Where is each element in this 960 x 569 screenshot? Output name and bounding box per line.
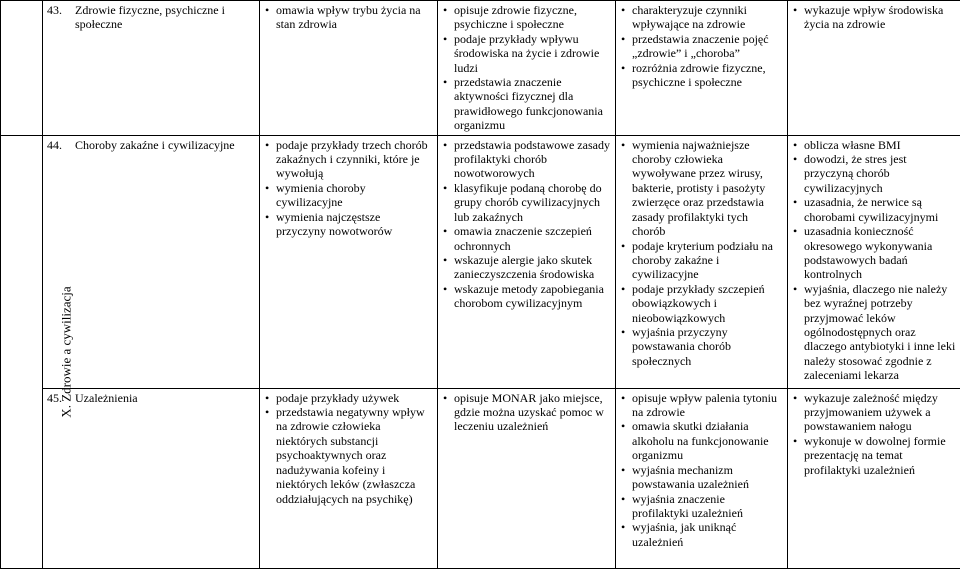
requirement-item: • wymienia najważniejsze choroby człowieka wywoływane przez wirusy, bakterie, protisty i pasożyty zwierzęce oraz przedstawia zasady profilaktyki tych chorób: [620, 138, 783, 239]
requirements-cell: [260, 135, 438, 388]
section-label: X. Zdrowie a cywilizacja: [59, 286, 75, 417]
requirement-item: • oblicza własne BMI: [792, 138, 956, 152]
requirement-list: [620, 138, 783, 369]
requirement-list: [442, 138, 611, 311]
requirement-item: • podaje przykłady trzech chorób zakaźnych i czynniki, które je wywołują: [264, 138, 433, 181]
requirement-item: • opisuje zdrowie fizyczne, psychiczne i społeczne: [442, 3, 611, 32]
section-cell: [1, 135, 43, 568]
requirement-item: • wymienia najczęstsze przyczyny nowotworów: [264, 210, 433, 239]
requirements-cell: [788, 1, 960, 136]
topic-title: Zdrowie fizyczne, psychiczne i społeczne: [75, 3, 255, 32]
section-cell: [1, 1, 43, 136]
topic-number: 45.: [47, 391, 75, 405]
requirement-list: [264, 391, 433, 506]
requirement-item: • wymienia choroby cywilizacyjne: [264, 181, 433, 210]
requirement-list: [442, 391, 611, 434]
table-row: [1, 135, 960, 388]
requirement-item: • wyjaśnia, dlaczego nie należy bez wyraźnej potrzeby przyjmować leków ogólnodostępnych oraz dlaczego antybiotyki i inne leki należy stosować zgodnie z zaleceniami lekarza: [792, 282, 956, 383]
requirement-item: • wykonuje w dowolnej formie prezentację na temat profilaktyki uzależnień: [792, 434, 956, 477]
requirement-item: • wyjaśnia, jak uniknąć uzależnień: [620, 520, 783, 549]
requirement-item: • wskazuje metody zapobiegania chorobom cywilizacyjnym: [442, 282, 611, 311]
requirement-item: • dowodzi, że stres jest przyczyną chorób cywilizacyjnych: [792, 152, 956, 195]
requirement-item: • klasyfikuje podaną chorobę do grupy chorób cywilizacyjnych lub zakaźnych: [442, 181, 611, 224]
requirement-list: [264, 3, 433, 32]
requirement-item: • przedstawia podstawowe zasady profilaktyki chorób nowotworowych: [442, 138, 611, 181]
topic-cell: [43, 1, 260, 136]
requirement-item: • wyjaśnia przyczyny powstawania chorób społecznych: [620, 325, 783, 368]
requirements-cell: [788, 388, 960, 568]
topic-cell: [43, 135, 260, 388]
requirements-cell: [260, 1, 438, 136]
requirement-item: • uzasadnia konieczność okresowego wykonywania podstawowych badań kontrolnych: [792, 224, 956, 282]
requirement-item: • wyjaśnia znaczenie profilaktyki uzależnień: [620, 492, 783, 521]
requirement-list: [442, 3, 611, 133]
requirements-cell: [438, 388, 616, 568]
requirement-item: • omawia wpływ trybu życia na stan zdrowia: [264, 3, 433, 32]
requirement-list: [792, 138, 956, 383]
requirement-item: • podaje przykłady szczepień obowiązkowych i nieobowiązkowych: [620, 282, 783, 325]
topic-title: Uzależnienia: [75, 391, 255, 405]
requirement-item: • omawia skutki działania alkoholu na funkcjonowanie organizmu: [620, 419, 783, 462]
requirement-list: [620, 3, 783, 89]
requirement-item: • omawia znaczenie szczepień ochronnych: [442, 224, 611, 253]
requirements-cell: [438, 1, 616, 136]
requirements-cell: [616, 388, 788, 568]
table-row: [1, 1, 960, 136]
requirement-item: • opisuje MONAR jako miejsce, gdzie można uzyskać pomoc w leczeniu uzależnień: [442, 391, 611, 434]
requirement-item: • wykazuje zależność między przyjmowaniem używek a powstawaniem nałogu: [792, 391, 956, 434]
requirements-cell: [438, 135, 616, 388]
table-row: [1, 388, 960, 568]
requirement-item: • wykazuje wpływ środowiska życia na zdrowie: [792, 3, 956, 32]
topic-cell: [43, 388, 260, 568]
requirement-item: • przedstawia negatywny wpływ na zdrowie człowieka niektórych substancji psychoaktywnych oraz nadużywania kofeiny i niektórych leków (zwłaszcza oddziałujących na psychikę): [264, 405, 433, 506]
requirement-item: • uzasadnia, że nerwice są chorobami cywilizacyjnymi: [792, 195, 956, 224]
requirements-cell: [260, 388, 438, 568]
requirement-item: • charakteryzuje czynniki wpływające na zdrowie: [620, 3, 783, 32]
requirement-item: • przedstawia znaczenie pojęć „zdrowie” i „choroba”: [620, 32, 783, 61]
requirement-item: • podaje przykłady używek: [264, 391, 433, 405]
requirement-list: [792, 391, 956, 477]
requirements-cell: [788, 135, 960, 388]
requirements-cell: [616, 1, 788, 136]
requirement-item: • podaje przykłady wpływu środowiska na życie i zdrowie ludzi: [442, 32, 611, 75]
requirement-list: [620, 391, 783, 549]
topic-number: 44.: [47, 138, 75, 152]
requirement-item: • opisuje wpływ palenia tytoniu na zdrowie: [620, 391, 783, 420]
requirement-item: • wyjaśnia mechanizm powstawania uzależnień: [620, 463, 783, 492]
topic-number: 43.: [47, 3, 75, 32]
topic-title: Choroby zakaźne i cywilizacyjne: [75, 138, 255, 152]
requirement-list: [792, 3, 956, 32]
requirements-cell: [616, 135, 788, 388]
requirement-list: [264, 138, 433, 239]
requirement-item: • rozróżnia zdrowie fizyczne, psychiczne i społeczne: [620, 61, 783, 90]
requirement-item: • wskazuje alergie jako skutek zanieczyszczenia środowiska: [442, 253, 611, 282]
requirement-item: • przedstawia znaczenie aktywności fizycznej dla prawidłowego funkcjonowania organizmu: [442, 75, 611, 133]
requirement-item: • podaje kryterium podziału na choroby zakaźne i cywilizacyjne: [620, 239, 783, 282]
